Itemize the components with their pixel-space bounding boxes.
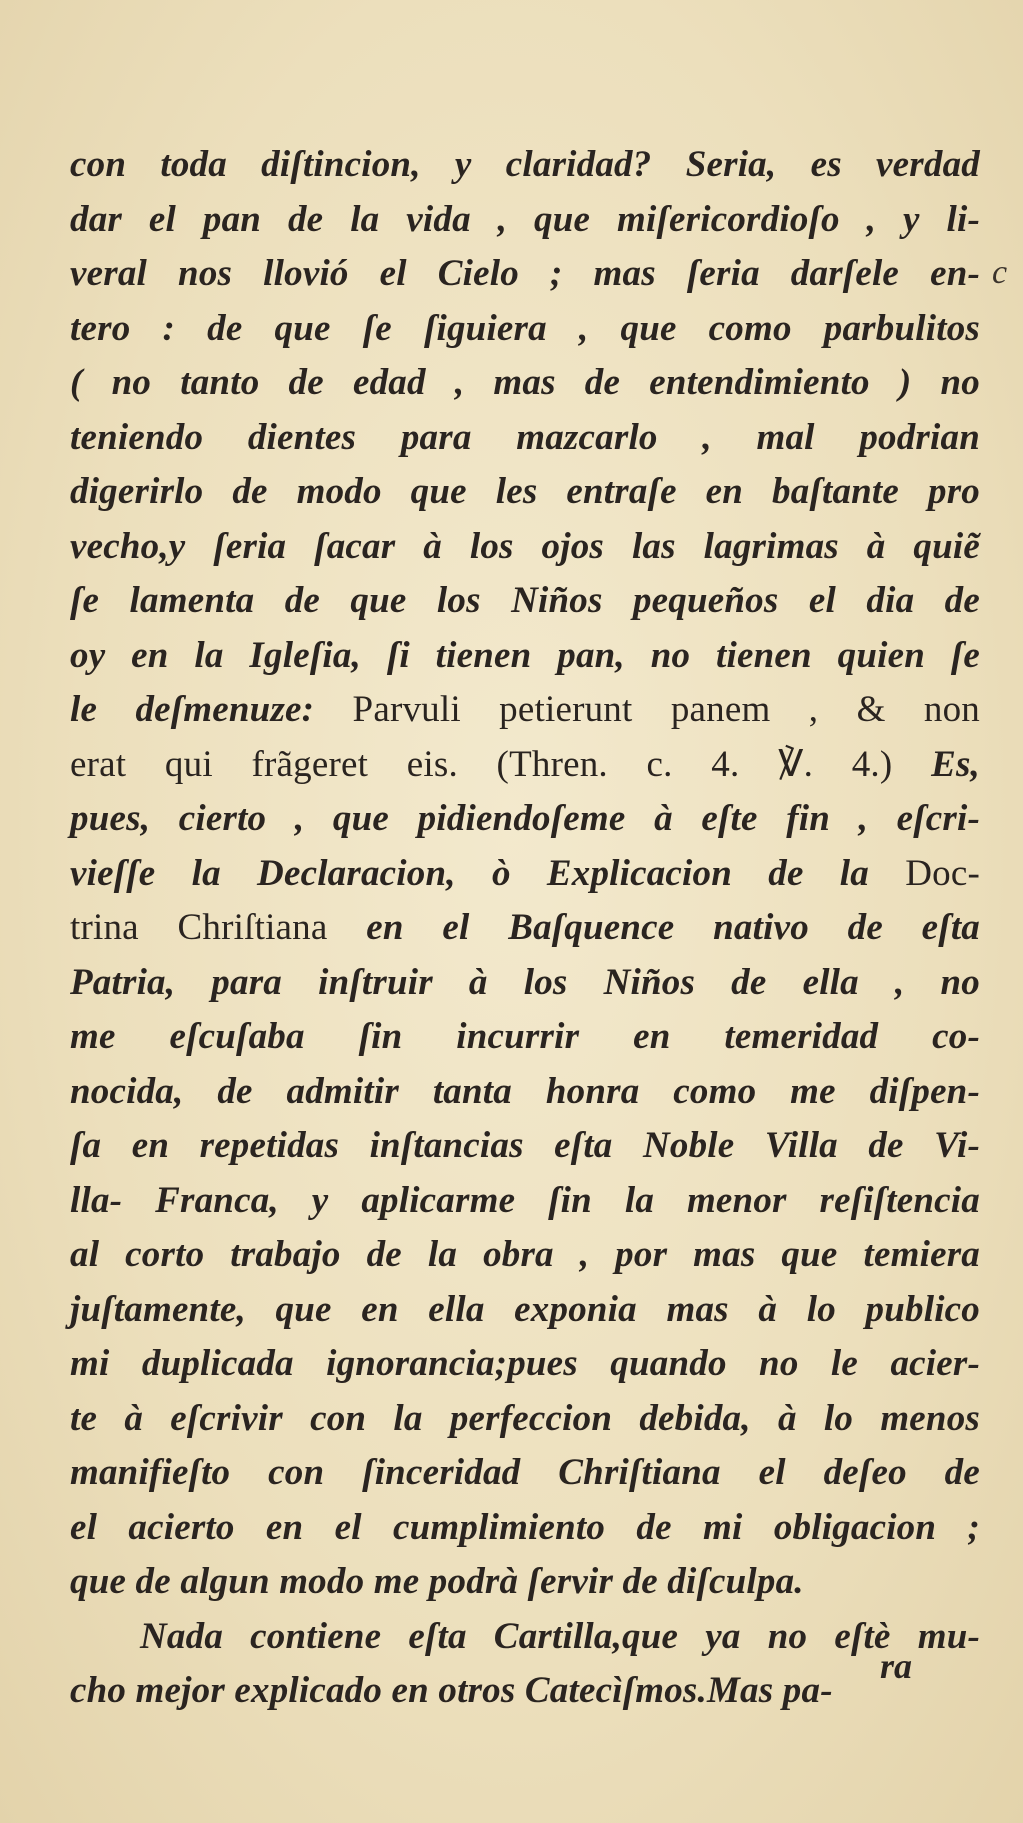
catchword: ra: [880, 1646, 913, 1686]
text-line: [70, 1065, 980, 1120]
italic-text: ſa en repetidas inſtancias eſta Noble Villa de Vi-: [70, 1125, 980, 1166]
text-line: [70, 1610, 980, 1665]
italic-text: cho mejor explicado en otros Catecìſmos.Mas pa-: [70, 1670, 833, 1711]
italic-text: vecho,y ſeria ſacar à los ojos las lagrimas à quiẽ: [70, 525, 980, 567]
italic-text: juſtamente, que en ella exponia mas à lo publico: [70, 1288, 980, 1330]
italic-text: dar el pan de la vida , que miſericordioſo , y li-: [70, 198, 980, 240]
roman-text: erat qui frãgeret eis. (Thren. c. 4. ℣. 4.): [70, 743, 932, 785]
text-line: [70, 956, 980, 1011]
text-line: [70, 792, 980, 847]
text-line: [70, 1174, 980, 1229]
italic-text: Nada contiene eſta Cartilla,que ya no eſtè mu-: [140, 1615, 980, 1657]
text-line: [70, 1392, 980, 1447]
text-line: [70, 901, 980, 956]
text-line: [70, 411, 980, 466]
roman-text: Doc-: [905, 852, 980, 894]
text-line: [70, 629, 980, 684]
body-text: [70, 138, 980, 1719]
italic-text: con toda diſtincion, y claridad? Seria, es verdad: [70, 144, 980, 185]
italic-text: oy en la Igleſia, ſi tienen pan, no tienen quien ſe: [70, 634, 980, 676]
text-line: [70, 1283, 980, 1338]
text-line: [70, 1119, 980, 1174]
italic-text: Patria, para inſtruir à los Niños de ella , no: [70, 961, 980, 1003]
roman-text: Parvuli petierunt panem , & non: [352, 689, 981, 730]
text-line: [70, 465, 980, 520]
text-line: [70, 520, 980, 575]
text-line: [70, 1555, 980, 1610]
text-line: [70, 738, 980, 793]
italic-text: teniendo dientes para mazcarlo , mal podrian: [70, 416, 980, 458]
italic-text: tero : de que ſe ſiguiera , que como parbulitos: [70, 307, 980, 349]
italic-text: ſe lamenta de que los Niños pequeños el dia de: [70, 580, 980, 621]
text-line: [70, 193, 980, 248]
margin-mark: c: [992, 254, 1008, 291]
italic-text: lla- Franca, y aplicarme ſin la menor reſiſtencia: [70, 1179, 980, 1221]
italic-text: me eſcuſaba ſin incurrir en temeridad co-: [70, 1016, 980, 1057]
italic-text: nocida, de admitir tanta honra como me diſpen-: [70, 1070, 980, 1112]
text-line: [70, 847, 980, 902]
italic-text: ( no tanto de edad , mas de entendimiento ) no: [70, 362, 980, 403]
text-line: [70, 1501, 980, 1556]
text-line: [70, 247, 980, 302]
text-line: [70, 1337, 980, 1392]
italic-text: en el Baſquence nativo de eſta: [366, 907, 980, 948]
italic-text: veral nos llovió el Cielo ; mas ſeria darſele en-: [70, 253, 980, 294]
text-line: [70, 302, 980, 357]
italic-text: al corto trabajo de la obra , por mas que temiera: [70, 1234, 980, 1275]
italic-text: digerirlo de modo que les entraſe en baſtante pro: [70, 471, 980, 512]
text-line: [70, 574, 980, 629]
text-line: [70, 1228, 980, 1283]
roman-text: trina Chriſtiana: [70, 907, 367, 948]
text-line: [70, 1664, 980, 1719]
italic-text: le deſmenuze:: [70, 689, 353, 730]
italic-text: el acierto en el cumplimiento de mi obligacion ;: [70, 1506, 980, 1548]
italic-text: manifieſto con ſinceridad Chriſtiana el deſeo de: [70, 1452, 980, 1493]
text-line: [70, 138, 980, 193]
text-line: [70, 1446, 980, 1501]
text-line: [70, 356, 980, 411]
italic-text: vieſſe la Declaracion, ò Explicacion de la: [70, 852, 906, 894]
italic-text: Es,: [931, 743, 980, 785]
italic-text: que de algun modo me podrà ſervir de diſculpa.: [70, 1561, 804, 1602]
italic-text: mi duplicada ignorancia;pues quando no le acier-: [70, 1343, 980, 1384]
italic-text: te à eſcrivir con la perfeccion debida, à lo menos: [70, 1397, 980, 1439]
italic-text: pues, cierto , que pidiendoſeme à eſte fin , eſcri-: [70, 798, 980, 839]
text-line: [70, 683, 980, 738]
text-line: [70, 1010, 980, 1065]
